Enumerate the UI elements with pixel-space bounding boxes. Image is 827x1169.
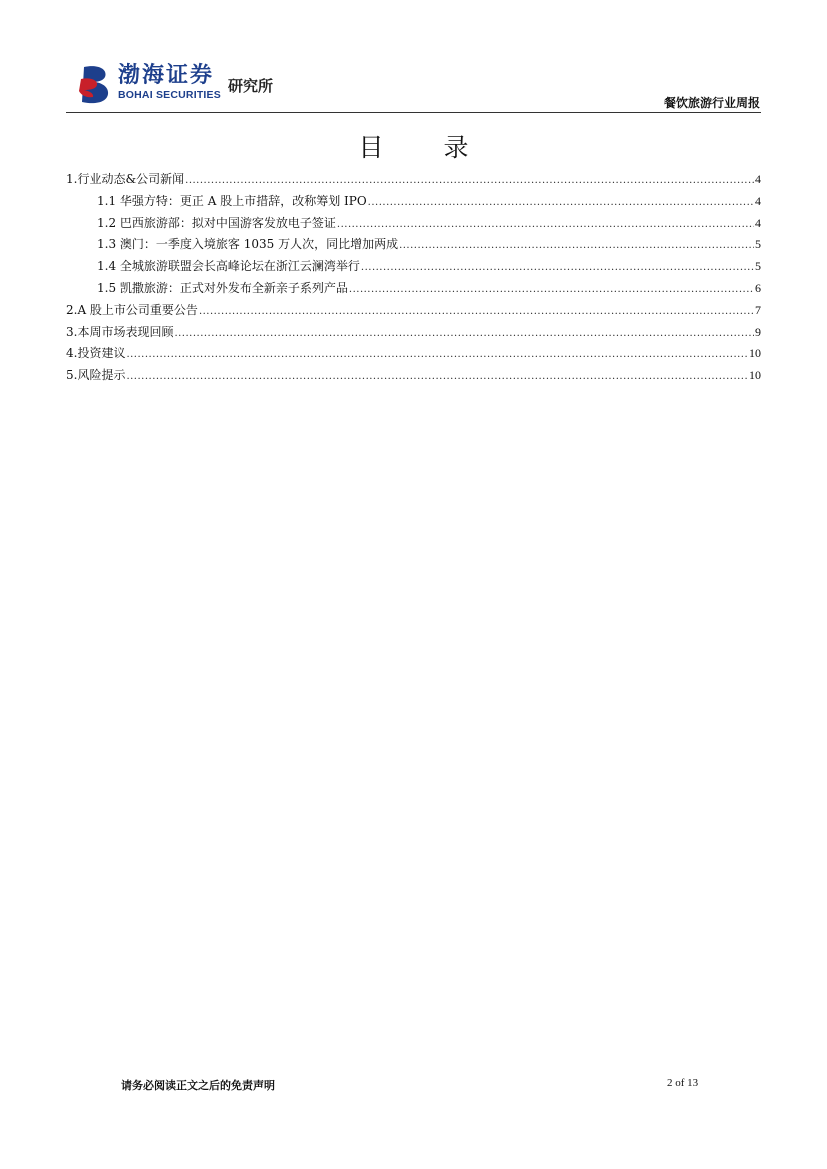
toc-entry-page: 6: [755, 280, 761, 295]
toc-entry-text: 1.1 华强方特：更正 A 股上市措辞，改称筹划 IPO: [97, 193, 367, 208]
toc-leader-dots: [349, 280, 754, 300]
footer-page-number: 2 of 13: [667, 1077, 699, 1089]
toc-entry-page: 4: [755, 215, 761, 230]
toc-entry[interactable]: [66, 169, 761, 191]
toc-entry-text: 4.投资建议: [66, 346, 126, 361]
toc-leader-dots: [126, 367, 748, 387]
logo-chinese-name: 渤海证券: [118, 63, 215, 88]
toc-leader-dots: [399, 236, 754, 256]
toc-entry-page: 5: [755, 237, 761, 252]
toc-title: 目 录: [358, 133, 495, 162]
toc-entry-page: 5: [755, 259, 761, 274]
toc-entry[interactable]: [66, 191, 761, 213]
toc-entry-page: 4: [755, 172, 761, 186]
logo-institute: 研究所: [228, 77, 274, 95]
footer-disclaimer: 请务必阅读正文之后的免责声明: [121, 1079, 275, 1092]
toc-leader-dots: [337, 215, 754, 235]
toc-entry-text: 1.行业动态&公司新闻: [66, 172, 185, 186]
toc-entry-text: 2.A 股上市公司重要公告: [66, 302, 198, 317]
toc-leader-dots: [368, 193, 754, 213]
table-of-contents: [66, 169, 761, 387]
toc-entry-text: 5.风险提示: [66, 368, 126, 383]
toc-entry[interactable]: [66, 300, 761, 322]
header-divider: [66, 112, 761, 113]
toc-entry[interactable]: [66, 213, 761, 235]
logo-english-name: BOHAI SECURITIES: [118, 89, 221, 101]
toc-entry-page: 10: [749, 368, 761, 383]
toc-entry-page: 4: [755, 193, 761, 208]
toc-leader-dots: [174, 324, 754, 344]
toc-entry-text: 1.2 巴西旅游部：拟对中国游客发放电子签证: [97, 215, 336, 230]
toc-leader-dots: [185, 171, 754, 191]
toc-leader-dots: [199, 302, 754, 322]
toc-entry-text: 1.5 凯撒旅游：正式对外发布全新亲子系列产品: [97, 280, 348, 295]
toc-entry[interactable]: [66, 343, 761, 365]
bohai-logo-icon: [78, 64, 114, 104]
toc-entry[interactable]: [66, 365, 761, 387]
toc-entry[interactable]: [66, 278, 761, 300]
toc-leader-dots: [361, 258, 754, 278]
report-type: 餐饮旅游行业周报: [663, 96, 760, 110]
toc-entry[interactable]: [66, 234, 761, 256]
toc-entry-page: 9: [755, 324, 761, 339]
toc-leader-dots: [126, 345, 748, 365]
toc-entry-text: 1.4 全城旅游联盟会长高峰论坛在浙江云澜湾举行: [97, 259, 360, 274]
company-logo: [78, 63, 298, 107]
toc-entry-page: 10: [749, 346, 761, 361]
toc-entry[interactable]: [66, 256, 761, 278]
toc-entry[interactable]: [66, 322, 761, 344]
toc-entry-text: 3.本周市场表现回顾: [66, 324, 174, 339]
toc-entry-text: 1.3 澳门：一季度入境旅客 1035 万人次，同比增加两成: [97, 237, 399, 252]
toc-entry-page: 7: [755, 302, 761, 317]
